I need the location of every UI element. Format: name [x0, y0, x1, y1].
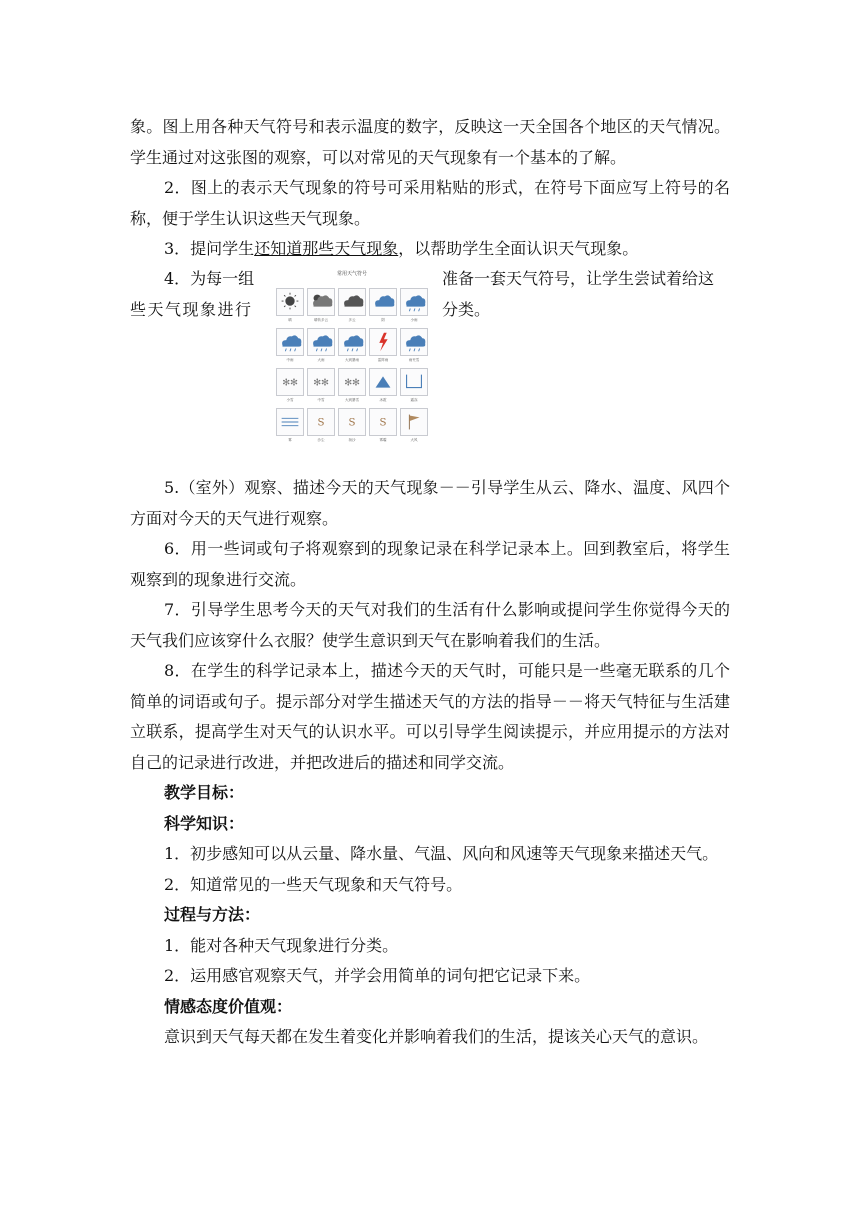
weather-symbol-caption: 雷阵雨 — [377, 358, 389, 362]
weather-symbol-icon — [338, 288, 366, 316]
section-heading: 过程与方法： — [164, 905, 261, 924]
paragraph-1-continued: 象。图上用各种天气符号和表示温度的数字，反映这一天全国各个地区的天气情况。学生通过对这张图的观察，可以对常见的天气现象有一个基本的了解。 — [130, 117, 730, 167]
weather-symbol-icon — [276, 288, 304, 316]
weather-symbol-caption: 多云 — [348, 318, 356, 322]
weather-symbol-caption: 雾 — [288, 438, 292, 442]
paragraph: 意识到天气每天都在发生着变化并影响着我们的生活，提该关心天气的意识。 — [164, 1027, 709, 1046]
bottom-text-block — [130, 473, 730, 1053]
paragraph-4-right-line1: 准备一套天气符号，让学生尝试着给这 — [442, 269, 715, 288]
paragraph: 5.（室外）观察、描述今天的天气现象－－引导学生从云、降水、温度、风四个方面对今天的天气进行观察。 — [130, 478, 730, 528]
weather-symbol-icon — [307, 288, 335, 316]
paragraph-3-prefix: 3．提问学生 — [164, 239, 255, 258]
weather-symbol-caption: 雨夹雪 — [408, 358, 420, 362]
paragraph-4-left — [130, 264, 270, 325]
paragraph: 2．运用感官观察天气，并学会用简单的词句把它记录下来。 — [164, 966, 591, 985]
paragraph-2: 2．图上的表示天气现象的符号可采用粘贴的形式，在符号下面应写上符号的名称，便于学生认识这些天气现象。 — [130, 178, 730, 228]
weather-symbol-caption: 晴 — [288, 318, 292, 322]
svg-text:S: S — [317, 417, 325, 429]
svg-text:✻✻: ✻✻ — [282, 377, 298, 389]
paragraph-4-right — [442, 264, 730, 325]
weather-symbol-caption: 中雪 — [317, 398, 325, 402]
weather-symbol-icon — [338, 368, 366, 396]
weather-symbol-icon — [369, 368, 397, 396]
weather-symbol-caption: 小雨 — [410, 318, 418, 322]
weather-symbol-caption: 大雨 — [317, 358, 325, 362]
weather-symbol-icon — [369, 288, 397, 316]
paragraph-3-underlined: 还知道那些天气现象 — [254, 239, 399, 258]
paragraph: 1．能对各种天气现象进行分类。 — [164, 935, 399, 955]
weather-symbol-icon — [307, 368, 335, 396]
svg-text:✻✻: ✻✻ — [313, 377, 329, 389]
paragraph: 6．用一些词或句子将观察到的现象记录在科学记录本上。回到教室后，将学生观察到的现象进行交流。 — [130, 539, 730, 589]
paragraph-3-suffix: ，以帮助学生全面认识天气现象。 — [398, 239, 639, 258]
weather-symbol-caption: 晴转多云 — [314, 318, 328, 322]
paragraph-3 — [130, 234, 730, 265]
paragraph-4-left-line2: 些天气现象进行 — [130, 299, 253, 319]
weather-symbol-caption: 中雨 — [286, 358, 294, 362]
weather-symbol-icon — [400, 408, 428, 436]
weather-symbol-icon — [276, 328, 304, 356]
paragraph: 1．初步感知可以从云量、降水量、气温、风向和风速等天气现象来描述天气。 — [164, 844, 719, 863]
weather-symbol-icon — [338, 408, 366, 436]
top-text-block — [130, 112, 730, 265]
section-heading: 教学目标： — [164, 783, 245, 802]
weather-symbol-caption: 大风 — [410, 438, 418, 442]
paragraph: 8．在学生的科学记录本上，描述今天的天气时，可能只是一些毫无联系的几个简单的词语或句子。提示部分对学生描述天气的方法的指导－－将天气特征与生活建立联系，提高学生对天气的认识水平。可以引导学生阅读提示，并应用提示的方法对自己的记录进行改进，并把改进后的描述和同学交流。 — [130, 661, 730, 772]
section-heading: 情感态度价值观： — [164, 996, 293, 1016]
paragraph-4-left-line1: 4．为每一组 — [164, 269, 255, 288]
svg-text:S: S — [348, 417, 356, 429]
weather-symbol-caption: 沙尘 — [317, 438, 325, 442]
weather-symbol-icon — [369, 328, 397, 356]
weather-symbol-caption: 冰雹 — [379, 398, 387, 402]
weather-symbol-icon — [369, 408, 397, 436]
weather-symbol-icon — [307, 408, 335, 436]
svg-text:✻✻: ✻✻ — [344, 377, 360, 389]
weather-symbol-icon — [400, 328, 428, 356]
weather-symbol-caption: 霜冻 — [410, 398, 418, 402]
paragraph: 7．引导学生思考今天的天气对我们的生活有什么影响或提问学生你觉得今天的天气我们应该穿什么衣服？使学生意识到天气在影响着我们的生活。 — [130, 600, 730, 650]
weather-symbol-caption: 雾霾 — [379, 438, 387, 442]
weather-symbols-figure — [272, 270, 432, 440]
weather-symbol-icon — [276, 408, 304, 436]
section-heading: 科学知识： — [164, 813, 245, 833]
paragraph-4-right-line2: 分类。 — [442, 299, 491, 319]
weather-symbol-caption: 大到暴雨 — [345, 358, 359, 362]
svg-text:S: S — [379, 417, 387, 429]
weather-symbol-caption: 小雪 — [286, 398, 294, 402]
weather-symbol-caption: 阴 — [381, 318, 385, 322]
weather-symbol-icon — [400, 368, 428, 396]
weather-symbol-icon — [338, 328, 366, 356]
weather-symbol-icon — [276, 368, 304, 396]
weather-symbol-caption: 大到暴雪 — [345, 398, 359, 402]
weather-symbol-icon — [307, 328, 335, 356]
weather-symbol-icon — [400, 288, 428, 316]
paragraph: 2．知道常见的一些天气现象和天气符号。 — [164, 874, 463, 894]
weather-symbol-caption: 扬沙 — [348, 438, 356, 442]
figure-title: 常用天气符号 — [336, 271, 367, 277]
